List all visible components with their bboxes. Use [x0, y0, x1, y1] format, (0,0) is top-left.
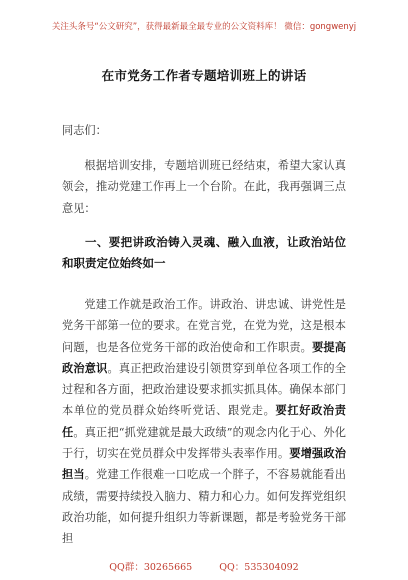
para-text: 党建工作就是政治工作。讲政治、讲忠诚、讲党性是党务干部第一位的要求。在党言党，在党为党，这是根本问题，也是各位党务干部的政治使命和工作职责。 [62, 298, 346, 354]
emphasis-text: 要增强政治担当 [62, 446, 346, 482]
footer-qq-group: QQ群：30265665 [109, 562, 193, 573]
emphasis-text: 要扛好政治责任 [62, 403, 346, 439]
para-text: 。真正把“抓党建就是最大政绩”的观念内化于心、外化于行，切实在党员群众中发挥带头表率作用。 [62, 425, 346, 461]
intro-paragraph: 根据培训安排，专题培训班已经结束，希望大家认真领会，推动党建工作再上一个台阶。在此，我再强调三点意见： [62, 159, 346, 215]
emphasis-text: 要提高政治意识 [62, 339, 346, 375]
footer-contact [0, 559, 408, 573]
para-text: 。真正把政治建设引领贯穿到单位各项工作的全过程和各方面，把政治建设要求抓实抓具体。确保本部门本单位的党员群众始终听党话、跟党走。 [62, 361, 346, 418]
document-title: 在市党务工作者专题培训班上的讲话 [101, 68, 307, 83]
greeting: 同志们： [62, 124, 107, 137]
footer-qq: QQ：535304092 [219, 562, 299, 573]
para-text: 。党建工作很难一口吃成一个胖子，不容易就能看出成绩，需要持续投入脑力、精力和心力。如何发挥党组织政治功能，如何提升组织力等新课题，都是考验党务干部担 [62, 468, 346, 546]
body-paragraph-1 [62, 294, 346, 550]
promo-banner: 关注头条号“公文研究”，获得最新最全最专业的公文资料库！ 微信：gongwenyj [51, 22, 357, 32]
section-heading-1: 一、要把讲政治铸入灵魂、融入血液，让政治站位和职责定位始终如一 [62, 235, 346, 271]
